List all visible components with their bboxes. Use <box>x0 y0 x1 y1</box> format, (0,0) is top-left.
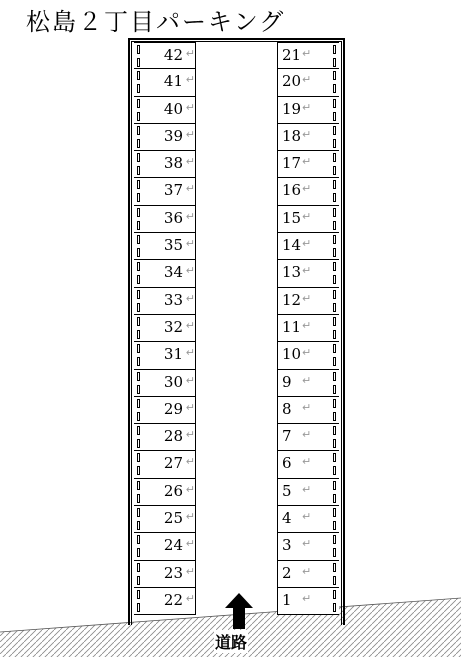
wheel-stop-marker <box>137 166 140 175</box>
return-mark: ↵ <box>302 510 312 524</box>
wheel-stop-marker <box>137 439 140 448</box>
wheel-stop-marker <box>333 317 336 326</box>
return-mark: ↵ <box>302 73 312 87</box>
wheel-stop-marker <box>137 180 140 189</box>
space-number: 16 <box>282 181 302 200</box>
space-number: 28 <box>163 427 183 446</box>
return-mark: ↵ <box>302 537 312 551</box>
parking-space <box>277 233 339 260</box>
return-mark: ↵ <box>185 127 195 141</box>
parking-space <box>277 69 339 96</box>
return-mark: ↵ <box>185 318 195 332</box>
parking-space <box>134 69 196 96</box>
parking-space <box>277 178 339 205</box>
parking-space <box>277 260 339 287</box>
parking-space <box>134 451 196 478</box>
space-number: 35 <box>163 236 183 255</box>
return-mark: ↵ <box>302 591 312 605</box>
wheel-stop-marker <box>137 275 140 284</box>
space-number: 15 <box>282 208 302 227</box>
wheel-stop-marker <box>137 563 140 572</box>
parking-space <box>134 561 196 588</box>
wheel-stop-marker <box>333 590 336 599</box>
space-number: 7 <box>282 427 292 446</box>
space-number: 8 <box>282 399 292 418</box>
return-mark: ↵ <box>185 510 195 524</box>
space-number: 32 <box>163 317 183 336</box>
wheel-stop-marker <box>137 576 140 585</box>
parking-space <box>277 533 339 560</box>
wheel-stop-marker <box>137 521 140 530</box>
wheel-stop-marker <box>333 45 336 54</box>
space-number: 17 <box>282 154 302 173</box>
space-number: 20 <box>282 72 302 91</box>
parking-space <box>277 561 339 588</box>
return-mark: ↵ <box>185 591 195 605</box>
return-mark: ↵ <box>302 373 312 387</box>
parking-space <box>134 342 196 369</box>
wheel-stop-marker <box>137 385 140 394</box>
return-mark: ↵ <box>302 291 312 305</box>
return-mark: ↵ <box>185 346 195 360</box>
space-number: 26 <box>163 481 183 500</box>
return-mark: ↵ <box>302 100 312 114</box>
return-mark: ↵ <box>185 400 195 414</box>
wheel-stop-marker <box>137 193 140 202</box>
wheel-stop-marker <box>333 112 336 121</box>
wheel-stop-marker <box>333 385 336 394</box>
return-mark: ↵ <box>185 291 195 305</box>
wheel-stop-marker <box>333 548 336 557</box>
wheel-stop-marker <box>137 71 140 80</box>
wheel-stop-marker <box>333 262 336 271</box>
return-mark: ↵ <box>185 455 195 469</box>
wheel-stop-marker <box>137 453 140 462</box>
space-number: 27 <box>163 454 183 473</box>
return-mark: ↵ <box>302 47 312 60</box>
space-number: 13 <box>282 263 302 282</box>
wheel-stop-marker <box>333 576 336 585</box>
space-number: 24 <box>163 536 183 555</box>
wheel-stop-marker <box>333 153 336 162</box>
parking-space <box>134 233 196 260</box>
space-number: 2 <box>282 563 292 582</box>
wheel-stop-marker <box>333 372 336 381</box>
space-number: 33 <box>163 290 183 309</box>
wheel-stop-marker <box>333 344 336 353</box>
space-number: 18 <box>282 126 302 145</box>
wheel-stop-marker <box>333 399 336 408</box>
parking-space <box>134 588 196 615</box>
wheel-stop-marker <box>333 563 336 572</box>
return-mark: ↵ <box>185 537 195 551</box>
wheel-stop-marker <box>333 603 336 612</box>
wheel-stop-marker <box>137 372 140 381</box>
return-mark: ↵ <box>302 155 312 169</box>
return-mark: ↵ <box>185 182 195 196</box>
wheel-stop-marker <box>137 248 140 257</box>
return-mark: ↵ <box>185 373 195 387</box>
parking-space <box>277 315 339 342</box>
wheel-stop-marker <box>333 275 336 284</box>
wheel-stop-marker <box>333 439 336 448</box>
wheel-stop-marker <box>333 481 336 490</box>
return-mark: ↵ <box>185 209 195 223</box>
space-number: 5 <box>282 481 292 500</box>
wheel-stop-marker <box>137 412 140 421</box>
parking-space <box>277 42 339 69</box>
return-mark: ↵ <box>302 346 312 360</box>
space-number: 12 <box>282 290 302 309</box>
parking-space <box>277 342 339 369</box>
return-mark: ↵ <box>302 182 312 196</box>
wheel-stop-marker <box>137 126 140 135</box>
wheel-stop-marker <box>333 466 336 475</box>
space-number: 22 <box>163 590 183 609</box>
wheel-stop-marker <box>137 590 140 599</box>
space-number: 36 <box>163 208 183 227</box>
parking-space <box>134 370 196 397</box>
space-number: 30 <box>163 372 183 391</box>
wheel-stop-marker <box>137 221 140 230</box>
space-number: 29 <box>163 399 183 418</box>
parking-space <box>134 424 196 451</box>
return-mark: ↵ <box>185 428 195 442</box>
wheel-stop-marker <box>333 84 336 93</box>
space-number: 19 <box>282 99 302 118</box>
wheel-stop-marker <box>137 357 140 366</box>
parking-space <box>134 397 196 424</box>
return-mark: ↵ <box>302 428 312 442</box>
wheel-stop-marker <box>137 99 140 108</box>
return-mark: ↵ <box>185 564 195 578</box>
parking-space <box>134 479 196 506</box>
wheel-stop-marker <box>333 71 336 80</box>
wheel-stop-marker <box>137 548 140 557</box>
return-mark: ↵ <box>185 482 195 496</box>
parking-space <box>134 315 196 342</box>
wheel-stop-marker <box>333 180 336 189</box>
wheel-stop-marker <box>333 248 336 257</box>
space-number: 39 <box>163 126 183 145</box>
parking-space <box>277 451 339 478</box>
wheel-stop-marker <box>137 508 140 517</box>
parking-space <box>134 206 196 233</box>
return-mark: ↵ <box>302 237 312 251</box>
wheel-stop-marker <box>137 58 140 67</box>
wheel-stop-marker <box>333 357 336 366</box>
wheel-stop-marker <box>137 84 140 93</box>
wheel-stop-marker <box>333 290 336 299</box>
wheel-stop-marker <box>137 112 140 121</box>
return-mark: ↵ <box>302 127 312 141</box>
wheel-stop-marker <box>137 235 140 244</box>
wheel-stop-marker <box>333 139 336 148</box>
wheel-stop-marker <box>333 494 336 503</box>
space-number: 38 <box>163 154 183 173</box>
wheel-stop-marker <box>137 317 140 326</box>
space-number: 11 <box>282 317 302 336</box>
parking-space <box>277 506 339 533</box>
parking-space <box>277 479 339 506</box>
road-label: 道路 <box>214 630 248 653</box>
up-arrow-icon <box>225 593 253 629</box>
wheel-stop-marker <box>333 126 336 135</box>
parking-space <box>277 206 339 233</box>
space-number: 3 <box>282 536 292 555</box>
wheel-stop-marker <box>333 412 336 421</box>
wheel-stop-marker <box>333 99 336 108</box>
space-number: 10 <box>282 345 302 364</box>
parking-space <box>277 151 339 178</box>
return-mark: ↵ <box>302 482 312 496</box>
parking-space <box>134 124 196 151</box>
parking-space <box>277 124 339 151</box>
parking-space <box>277 588 339 615</box>
wheel-stop-marker <box>333 58 336 67</box>
right-parking-column <box>277 42 339 615</box>
wheel-stop-marker <box>137 303 140 312</box>
space-number: 34 <box>163 263 183 282</box>
space-number: 9 <box>282 372 292 391</box>
parking-space <box>277 424 339 451</box>
return-mark: ↵ <box>302 318 312 332</box>
space-number: 23 <box>163 563 183 582</box>
return-mark: ↵ <box>185 155 195 169</box>
return-mark: ↵ <box>185 100 195 114</box>
wheel-stop-marker <box>137 139 140 148</box>
left-parking-column <box>134 42 196 615</box>
parking-space <box>277 397 339 424</box>
space-number: 40 <box>163 99 183 118</box>
wheel-stop-marker <box>137 290 140 299</box>
wheel-stop-marker <box>333 426 336 435</box>
space-number: 42 <box>163 46 183 64</box>
parking-space <box>134 288 196 315</box>
space-number: 37 <box>163 181 183 200</box>
return-mark: ↵ <box>302 455 312 469</box>
space-number: 41 <box>163 72 183 91</box>
parking-space <box>134 97 196 124</box>
wheel-stop-marker <box>137 208 140 217</box>
parking-space <box>134 533 196 560</box>
parking-space <box>277 370 339 397</box>
parking-space <box>277 97 339 124</box>
wheel-stop-marker <box>333 303 336 312</box>
wheel-stop-marker <box>333 221 336 230</box>
parking-space <box>134 506 196 533</box>
space-number: 21 <box>282 46 302 64</box>
parking-space <box>134 42 196 69</box>
return-mark: ↵ <box>302 264 312 278</box>
wheel-stop-marker <box>137 603 140 612</box>
return-mark: ↵ <box>185 237 195 251</box>
space-number: 4 <box>282 509 292 528</box>
space-number: 25 <box>163 509 183 528</box>
wheel-stop-marker <box>137 153 140 162</box>
wheel-stop-marker <box>333 508 336 517</box>
return-mark: ↵ <box>302 564 312 578</box>
wheel-stop-marker <box>333 330 336 339</box>
return-mark: ↵ <box>302 209 312 223</box>
wheel-stop-marker <box>333 208 336 217</box>
space-number: 31 <box>163 345 183 364</box>
space-number: 1 <box>282 590 292 609</box>
wheel-stop-marker <box>137 494 140 503</box>
wheel-stop-marker <box>333 521 336 530</box>
parking-space <box>134 260 196 287</box>
wheel-stop-marker <box>137 399 140 408</box>
wheel-stop-marker <box>137 426 140 435</box>
wheel-stop-marker <box>333 453 336 462</box>
wheel-stop-marker <box>137 344 140 353</box>
return-mark: ↵ <box>302 400 312 414</box>
wheel-stop-marker <box>137 262 140 271</box>
return-mark: ↵ <box>185 47 195 60</box>
space-number: 6 <box>282 454 292 473</box>
wheel-stop-marker <box>137 535 140 544</box>
wheel-stop-marker <box>137 330 140 339</box>
parking-space <box>134 178 196 205</box>
return-mark: ↵ <box>185 73 195 87</box>
wheel-stop-marker <box>137 466 140 475</box>
page-title: 松島２丁目パーキング <box>26 8 286 36</box>
wheel-stop-marker <box>137 45 140 54</box>
space-number: 14 <box>282 236 302 255</box>
wheel-stop-marker <box>333 166 336 175</box>
parking-space <box>277 288 339 315</box>
parking-space <box>134 151 196 178</box>
wheel-stop-marker <box>333 535 336 544</box>
return-mark: ↵ <box>185 264 195 278</box>
wheel-stop-marker <box>333 193 336 202</box>
wheel-stop-marker <box>333 235 336 244</box>
wheel-stop-marker <box>137 481 140 490</box>
